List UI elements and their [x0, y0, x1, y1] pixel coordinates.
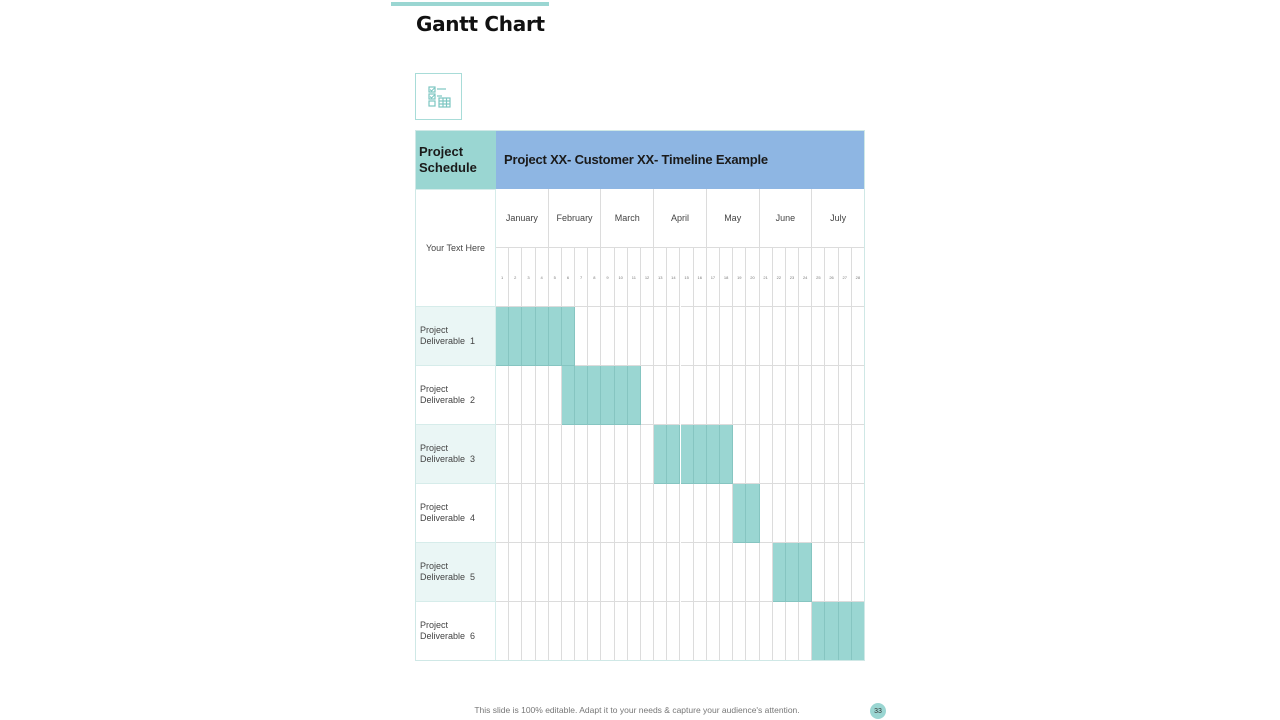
week-label: 8 [588, 248, 601, 307]
task-bar-cell [852, 602, 865, 661]
grid-cell [839, 484, 852, 543]
grid-cell [681, 366, 694, 425]
week-label: 21 [760, 248, 773, 307]
grid-cell [628, 425, 641, 484]
week-label: 12 [641, 248, 654, 307]
month-label: March [601, 189, 654, 248]
task-bar-cell [509, 307, 522, 366]
grid-cell [575, 543, 588, 602]
grid-cell [760, 484, 773, 543]
project-schedule-header: Project Schedule [415, 130, 496, 189]
grid-cell [628, 543, 641, 602]
task-bar-cell [588, 366, 601, 425]
gantt-chart [415, 130, 865, 661]
grid-cell [786, 484, 799, 543]
task-bar-cell [654, 425, 667, 484]
grid-cell [496, 543, 509, 602]
grid-cell [799, 484, 812, 543]
grid-cell [536, 602, 549, 661]
grid-cell [667, 484, 680, 543]
week-label: 28 [852, 248, 865, 307]
grid-cell [641, 366, 654, 425]
grid-cell [825, 543, 838, 602]
grid-cell [694, 602, 707, 661]
grid-cell [839, 307, 852, 366]
grid-cell [509, 366, 522, 425]
grid-cell [575, 307, 588, 366]
grid-cell [588, 484, 601, 543]
week-label: 7 [575, 248, 588, 307]
grid-cell [694, 543, 707, 602]
week-label: 27 [839, 248, 852, 307]
grid-cell [733, 307, 746, 366]
grid-cell [549, 484, 562, 543]
grid-cell [496, 366, 509, 425]
grid-cell [667, 307, 680, 366]
grid-cell [667, 366, 680, 425]
task-bar-cell [825, 602, 838, 661]
grid-cell [615, 307, 628, 366]
task-label: Project Deliverable 6 [415, 602, 496, 661]
grid-cell [707, 602, 720, 661]
grid-cell [773, 425, 786, 484]
grid-cell [628, 484, 641, 543]
grid-cell [746, 307, 759, 366]
grid-cell [509, 602, 522, 661]
task-bar-cell [667, 425, 680, 484]
task-bar-cell [562, 366, 575, 425]
week-label: 17 [707, 248, 720, 307]
month-label: May [707, 189, 760, 248]
week-label: 3 [522, 248, 535, 307]
grid-cell [549, 543, 562, 602]
grid-cell [707, 484, 720, 543]
grid-cell [654, 602, 667, 661]
grid-cell [588, 425, 601, 484]
grid-cell [522, 366, 535, 425]
week-label: 2 [509, 248, 522, 307]
week-label: 13 [654, 248, 667, 307]
grid-cell [852, 366, 865, 425]
grid-cell [812, 307, 825, 366]
task-bar-cell [839, 602, 852, 661]
grid-cell [654, 484, 667, 543]
grid-cell [746, 543, 759, 602]
grid-cell [825, 366, 838, 425]
grid-cell [799, 307, 812, 366]
task-label: Project Deliverable 1 [415, 307, 496, 366]
grid-cell [786, 307, 799, 366]
grid-cell [681, 307, 694, 366]
grid-cell [812, 484, 825, 543]
grid-cell [681, 602, 694, 661]
grid-cell [720, 484, 733, 543]
task-bar-cell [522, 307, 535, 366]
task-bar-cell [694, 425, 707, 484]
week-label: 25 [812, 248, 825, 307]
week-label: 16 [694, 248, 707, 307]
grid-cell [707, 307, 720, 366]
task-bar-cell [733, 484, 746, 543]
grid-cell [536, 366, 549, 425]
grid-cell [760, 425, 773, 484]
grid-cell [522, 425, 535, 484]
grid-cell [536, 543, 549, 602]
week-label: 20 [746, 248, 759, 307]
grid-cell [536, 484, 549, 543]
week-label: 23 [786, 248, 799, 307]
grid-cell [641, 543, 654, 602]
task-bar-cell [575, 366, 588, 425]
grid-cell [786, 366, 799, 425]
grid-cell [496, 425, 509, 484]
grid-cell [812, 425, 825, 484]
task-label: Project Deliverable 2 [415, 366, 496, 425]
month-label: April [654, 189, 707, 248]
grid-cell [839, 425, 852, 484]
grid-cell [786, 602, 799, 661]
month-label: June [760, 189, 813, 248]
page-number: 33 [870, 703, 886, 719]
grid-cell [773, 484, 786, 543]
grid-cell [654, 366, 667, 425]
grid-cell [601, 602, 614, 661]
month-label: January [496, 189, 549, 248]
grid-cell [720, 366, 733, 425]
grid-cell [601, 543, 614, 602]
grid-cell [839, 366, 852, 425]
task-bar-cell [799, 543, 812, 602]
grid-cell [707, 366, 720, 425]
grid-cell [654, 307, 667, 366]
grid-cell [760, 602, 773, 661]
grid-cell [799, 366, 812, 425]
grid-cell [588, 543, 601, 602]
corner-label: Your Text Here [415, 189, 496, 307]
grid-cell [694, 366, 707, 425]
task-bar-cell [628, 366, 641, 425]
week-label: 4 [536, 248, 549, 307]
grid-cell [549, 425, 562, 484]
task-bar-cell [786, 543, 799, 602]
week-label: 19 [733, 248, 746, 307]
week-label: 26 [825, 248, 838, 307]
grid-cell [575, 425, 588, 484]
grid-cell [720, 307, 733, 366]
task-bar-cell [549, 307, 562, 366]
grid-cell [615, 484, 628, 543]
week-label: 15 [681, 248, 694, 307]
grid-cell [562, 602, 575, 661]
grid-cell [760, 543, 773, 602]
task-bar-cell [773, 543, 786, 602]
grid-cell [575, 602, 588, 661]
task-bar-cell [615, 366, 628, 425]
grid-cell [496, 484, 509, 543]
month-label: February [549, 189, 602, 248]
week-label: 1 [496, 248, 509, 307]
task-bar-cell [536, 307, 549, 366]
grid-cell [852, 307, 865, 366]
grid-cell [733, 543, 746, 602]
task-bar-cell [601, 366, 614, 425]
grid-cell [839, 543, 852, 602]
grid-cell [852, 484, 865, 543]
week-label: 5 [549, 248, 562, 307]
grid-cell [720, 543, 733, 602]
task-label: Project Deliverable 3 [415, 425, 496, 484]
grid-cell [773, 307, 786, 366]
grid-cell [615, 425, 628, 484]
grid-cell [825, 307, 838, 366]
grid-cell [601, 484, 614, 543]
grid-cell [799, 425, 812, 484]
grid-cell [760, 366, 773, 425]
grid-cell [825, 484, 838, 543]
grid-cell [694, 307, 707, 366]
grid-cell [601, 425, 614, 484]
grid-cell [509, 484, 522, 543]
footer-note: This slide is 100% editable. Adapt it to your needs & capture your audience's attention. [474, 705, 800, 715]
page-title: Gantt Chart [416, 12, 545, 36]
week-label: 22 [773, 248, 786, 307]
grid-cell [522, 602, 535, 661]
grid-cell [641, 602, 654, 661]
month-label: July [812, 189, 865, 248]
grid-cell [707, 543, 720, 602]
week-label: 10 [615, 248, 628, 307]
grid-cell [773, 602, 786, 661]
grid-cell [667, 602, 680, 661]
task-label: Project Deliverable 4 [415, 484, 496, 543]
grid-cell [694, 484, 707, 543]
grid-cell [760, 307, 773, 366]
grid-cell [746, 425, 759, 484]
grid-cell [522, 484, 535, 543]
task-bar-cell [720, 425, 733, 484]
grid-cell [588, 602, 601, 661]
grid-cell [601, 307, 614, 366]
grid-cell [562, 543, 575, 602]
task-label: Project Deliverable 5 [415, 543, 496, 602]
grid-cell [628, 602, 641, 661]
grid-cell [575, 484, 588, 543]
grid-cell [733, 602, 746, 661]
grid-cell [746, 366, 759, 425]
timeline-title: Project XX- Customer XX- Timeline Example [496, 130, 865, 189]
grid-cell [628, 307, 641, 366]
grid-cell [733, 366, 746, 425]
week-label: 14 [667, 248, 680, 307]
grid-cell [812, 366, 825, 425]
grid-cell [641, 484, 654, 543]
grid-cell [773, 366, 786, 425]
grid-cell [549, 602, 562, 661]
task-list-icon [415, 73, 462, 120]
grid-cell [654, 543, 667, 602]
grid-cell [496, 602, 509, 661]
week-label: 6 [562, 248, 575, 307]
grid-cell [509, 543, 522, 602]
grid-cell [536, 425, 549, 484]
grid-cell [615, 543, 628, 602]
grid-cell [641, 425, 654, 484]
grid-cell [720, 602, 733, 661]
grid-cell [852, 543, 865, 602]
week-label: 11 [628, 248, 641, 307]
task-bar-cell [562, 307, 575, 366]
grid-cell [786, 425, 799, 484]
week-label: 9 [601, 248, 614, 307]
title-accent-bar [391, 2, 549, 6]
grid-cell [509, 425, 522, 484]
task-bar-cell [707, 425, 720, 484]
grid-cell [733, 425, 746, 484]
grid-cell [615, 602, 628, 661]
grid-cell [522, 543, 535, 602]
task-bar-cell [812, 602, 825, 661]
grid-cell [681, 484, 694, 543]
grid-cell [667, 543, 680, 602]
grid-cell [641, 307, 654, 366]
task-bar-cell [746, 484, 759, 543]
week-label: 18 [720, 248, 733, 307]
grid-cell [588, 307, 601, 366]
task-bar-cell [496, 307, 509, 366]
grid-cell [681, 543, 694, 602]
grid-cell [549, 366, 562, 425]
grid-cell [812, 543, 825, 602]
grid-cell [799, 602, 812, 661]
grid-cell [746, 602, 759, 661]
grid-cell [852, 425, 865, 484]
grid-cell [825, 425, 838, 484]
grid-cell [562, 484, 575, 543]
task-bar-cell [681, 425, 694, 484]
grid-cell [562, 425, 575, 484]
week-label: 24 [799, 248, 812, 307]
